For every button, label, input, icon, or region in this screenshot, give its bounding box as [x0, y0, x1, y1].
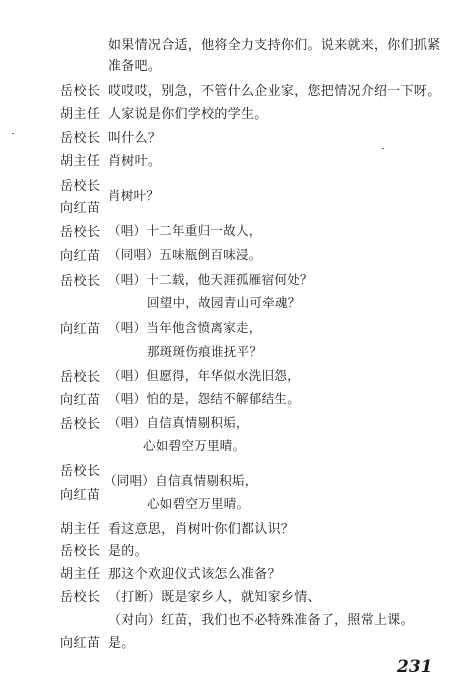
dialogue-text: 看这意思，肖树叶你们都认识？: [108, 522, 295, 537]
speaker-label: 向红苗: [60, 393, 101, 408]
dialogue-text: 那这个欢迎仪式该怎么准备？: [108, 567, 281, 582]
speaker-label: 岳校长: [60, 225, 101, 240]
speaker-label: 胡主任: [60, 107, 101, 122]
dialogue-text: 叫什么？: [108, 131, 162, 146]
scan-speck: [12, 133, 14, 134]
dialogue-text: 是。: [108, 636, 135, 651]
dialogue-text: 肖树叶。: [108, 154, 162, 169]
dialogue-text: （唱）但愿得，年华似水洗旧怨，: [108, 368, 301, 383]
speaker-label: 岳校长: [60, 131, 101, 146]
dialogue-text: （唱）怕的是，怨结不解郁结生。: [108, 391, 301, 406]
dialogue-text: （同唱）五味瓶倒百味浸。: [108, 247, 262, 262]
speaker-label: 向红苗: [60, 249, 101, 264]
speaker-label: 岳校长: [60, 590, 101, 605]
text-line: 准备吧。: [108, 59, 162, 74]
dialogue-text: （打断）既是家乡人，就知家乡情、: [108, 590, 321, 605]
dialogue-text: （同唱）自信真情剔积垢，: [104, 473, 258, 488]
speaker-label: 胡主任: [60, 522, 101, 537]
speaker-label: 岳校长: [60, 370, 101, 385]
speaker-label: 向红苗: [60, 636, 101, 651]
dialogue-text: （唱）自信真情剔积垢，: [108, 415, 249, 430]
speaker-label: 胡主任: [60, 567, 101, 582]
verse-continuation: 心如碧空万里晴。: [143, 438, 246, 453]
speaker-label: 岳校长: [60, 274, 101, 289]
dialogue-text: 人家说是你们学校的学生。: [108, 107, 268, 122]
speaker-label: 岳校长: [60, 179, 101, 194]
verse-continuation: 回望中，故园青山可牵魂？: [147, 295, 301, 310]
speaker-label: 向红苗: [60, 201, 101, 216]
dialogue-text: （唱）十二年重归一故人，: [108, 223, 262, 238]
speaker-label: 向红苗: [60, 488, 101, 503]
speaker-label: 胡主任: [60, 154, 101, 169]
speaker-label: 岳校长: [60, 464, 101, 479]
dialogue-text: （唱）当年他含愤离家走，: [108, 320, 262, 335]
page-number: 231: [397, 657, 433, 677]
speaker-label: 岳校长: [60, 84, 101, 99]
scan-speck: [382, 148, 384, 149]
verse-continuation: 心如碧空万里晴。: [147, 496, 250, 511]
dialogue-text: 是的。: [108, 544, 148, 559]
dialogue-text: 哎哎哎，别急，不管什么企业家，您把情况介绍一下呀。: [108, 84, 441, 99]
speaker-label: 岳校长: [60, 417, 101, 432]
text-line: 如果情况合适，他将全力支持你们。说来就来，你们抓紧: [108, 38, 441, 53]
speaker-label: 岳校长: [60, 544, 101, 559]
verse-continuation: 那斑斑伤痕谁抚平？: [147, 344, 263, 359]
dialogue-text: （唱）十二载，他天涯孤雁宿何处？: [108, 272, 313, 287]
dialogue-continuation: （对向）红苗，我们也不必特殊准备了，照常上课。: [108, 613, 414, 628]
dialogue-text: 肖树叶？: [108, 188, 160, 203]
speaker-label: 向红苗: [60, 322, 101, 337]
